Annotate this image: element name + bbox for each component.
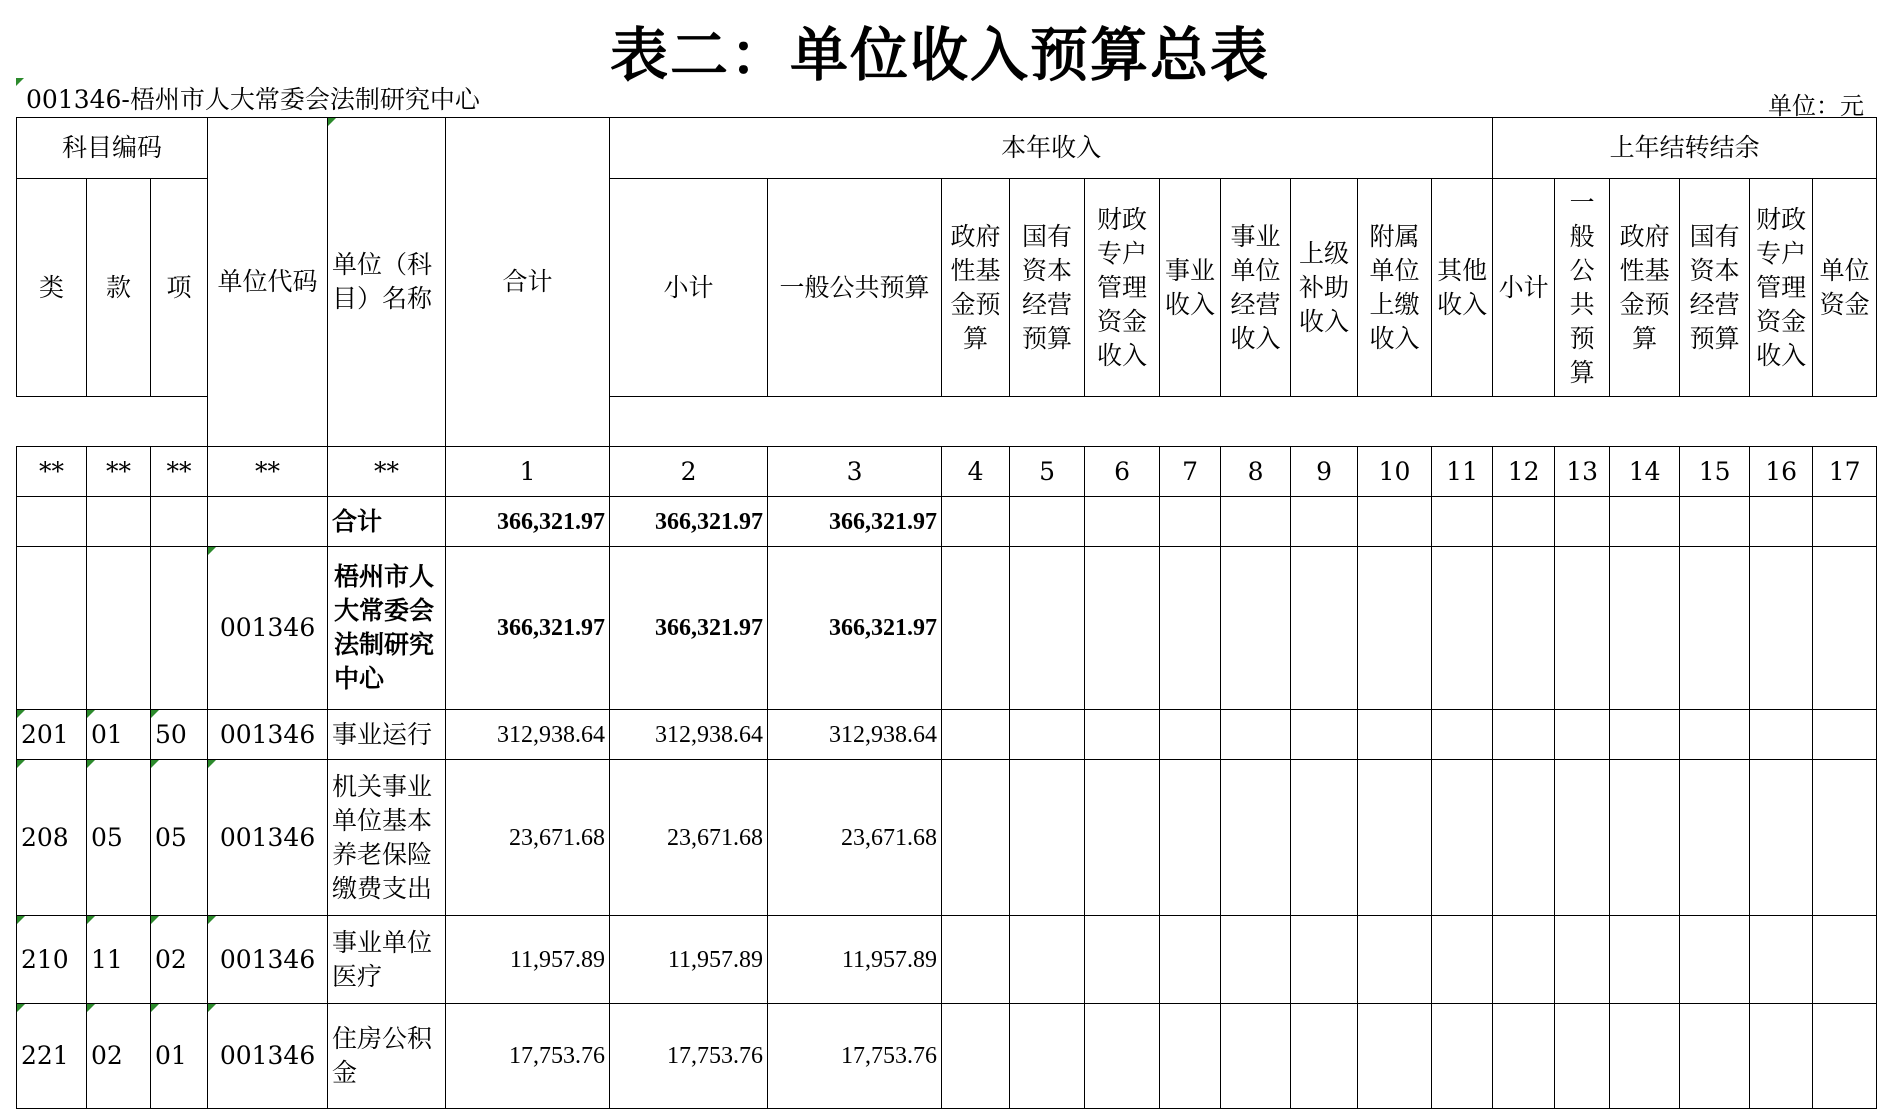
index-row: ** ** ** ** ** 1 2 3 4 5 6 7 8 9 10 11 12 13 14 15 16 17 xyxy=(17,447,1877,497)
unit-name-header: 单位（科目）名称 xyxy=(328,118,446,447)
table-row: 208 05 05 001346 机关事业单位基本养老保险缴费支出 23,671.68 23,671.68 23,671.68 xyxy=(17,760,1877,916)
state-capital-header: 国有资本经营预算 xyxy=(1010,179,1085,397)
unit-row-general: 366,321.97 xyxy=(768,547,942,710)
organization-name: 001346-梧州市人大常委会法制研究中心 xyxy=(26,85,480,114)
table-row: 210 11 02 001346 事业单位医疗 11,957.89 11,957.89 11,957.89 xyxy=(17,916,1877,1004)
unit-row xyxy=(17,547,1877,710)
business-income-header: 事业收入 xyxy=(1160,179,1221,397)
table-row: 201 01 50 001346 事业运行 312,938.64 312,938.64 312,938.64 xyxy=(17,710,1877,760)
last-year-carryover-header: 上年结转结余 xyxy=(1493,118,1877,179)
ly-unit-fund-header: 单位资金 xyxy=(1813,179,1877,397)
subject-code-header: 科目编码 xyxy=(17,118,208,179)
other-income-header: 其他收入 xyxy=(1432,179,1493,397)
ly-state-capital-header: 国有资本经营预算 xyxy=(1680,179,1750,397)
unit-row-subtotal: 366,321.97 xyxy=(610,547,768,710)
report-title: 表二：单位收入预算总表 xyxy=(609,21,1270,89)
table-row: 221 02 01 001346 住房公积金 17,753.76 17,753.76 17,753.76 xyxy=(17,1004,1877,1109)
income-budget-table xyxy=(16,117,1877,1109)
ly-special-fund-header: 财政专户管理资金收入 xyxy=(1750,179,1813,397)
total-row-total: 366,321.97 xyxy=(446,497,610,547)
unit-row-total: 366,321.97 xyxy=(446,547,610,710)
unit-row-name: 梧州市人大常委会法制研究中心 xyxy=(328,547,446,710)
gov-fund-header: 政府性基金预算 xyxy=(942,179,1010,397)
lei-header: 类 xyxy=(17,179,87,397)
unit-code-header: 单位代码 xyxy=(208,118,328,447)
special-fund-header: 财政专户管理资金收入 xyxy=(1085,179,1160,397)
total-row-general: 366,321.97 xyxy=(768,497,942,547)
currency-unit: 单位：元 xyxy=(1768,92,1864,120)
this-year-income-header: 本年收入 xyxy=(610,118,1493,179)
ly-general-budget-header: 一般公共预算 xyxy=(1555,179,1610,397)
ly-subtotal-header: 小计 xyxy=(1493,179,1555,397)
ly-gov-fund-header: 政府性基金预算 xyxy=(1610,179,1680,397)
xiang-header: 项 xyxy=(151,179,208,397)
total-row xyxy=(17,497,1877,547)
total-row-label: 合计 xyxy=(328,497,446,547)
cell-comment-marker xyxy=(16,78,24,86)
unit-row-code: 001346 xyxy=(208,547,328,710)
total-row-subtotal: 366,321.97 xyxy=(610,497,768,547)
kuan-header: 款 xyxy=(87,179,151,397)
superior-subsidy-header: 上级补助收入 xyxy=(1291,179,1358,397)
affiliated-income-header: 附属单位上缴收入 xyxy=(1358,179,1432,397)
subtotal-header: 小计 xyxy=(610,179,768,397)
total-header: 合计 xyxy=(446,118,610,447)
business-operation-header: 事业单位经营收入 xyxy=(1221,179,1291,397)
general-budget-header: 一般公共预算 xyxy=(768,179,942,397)
